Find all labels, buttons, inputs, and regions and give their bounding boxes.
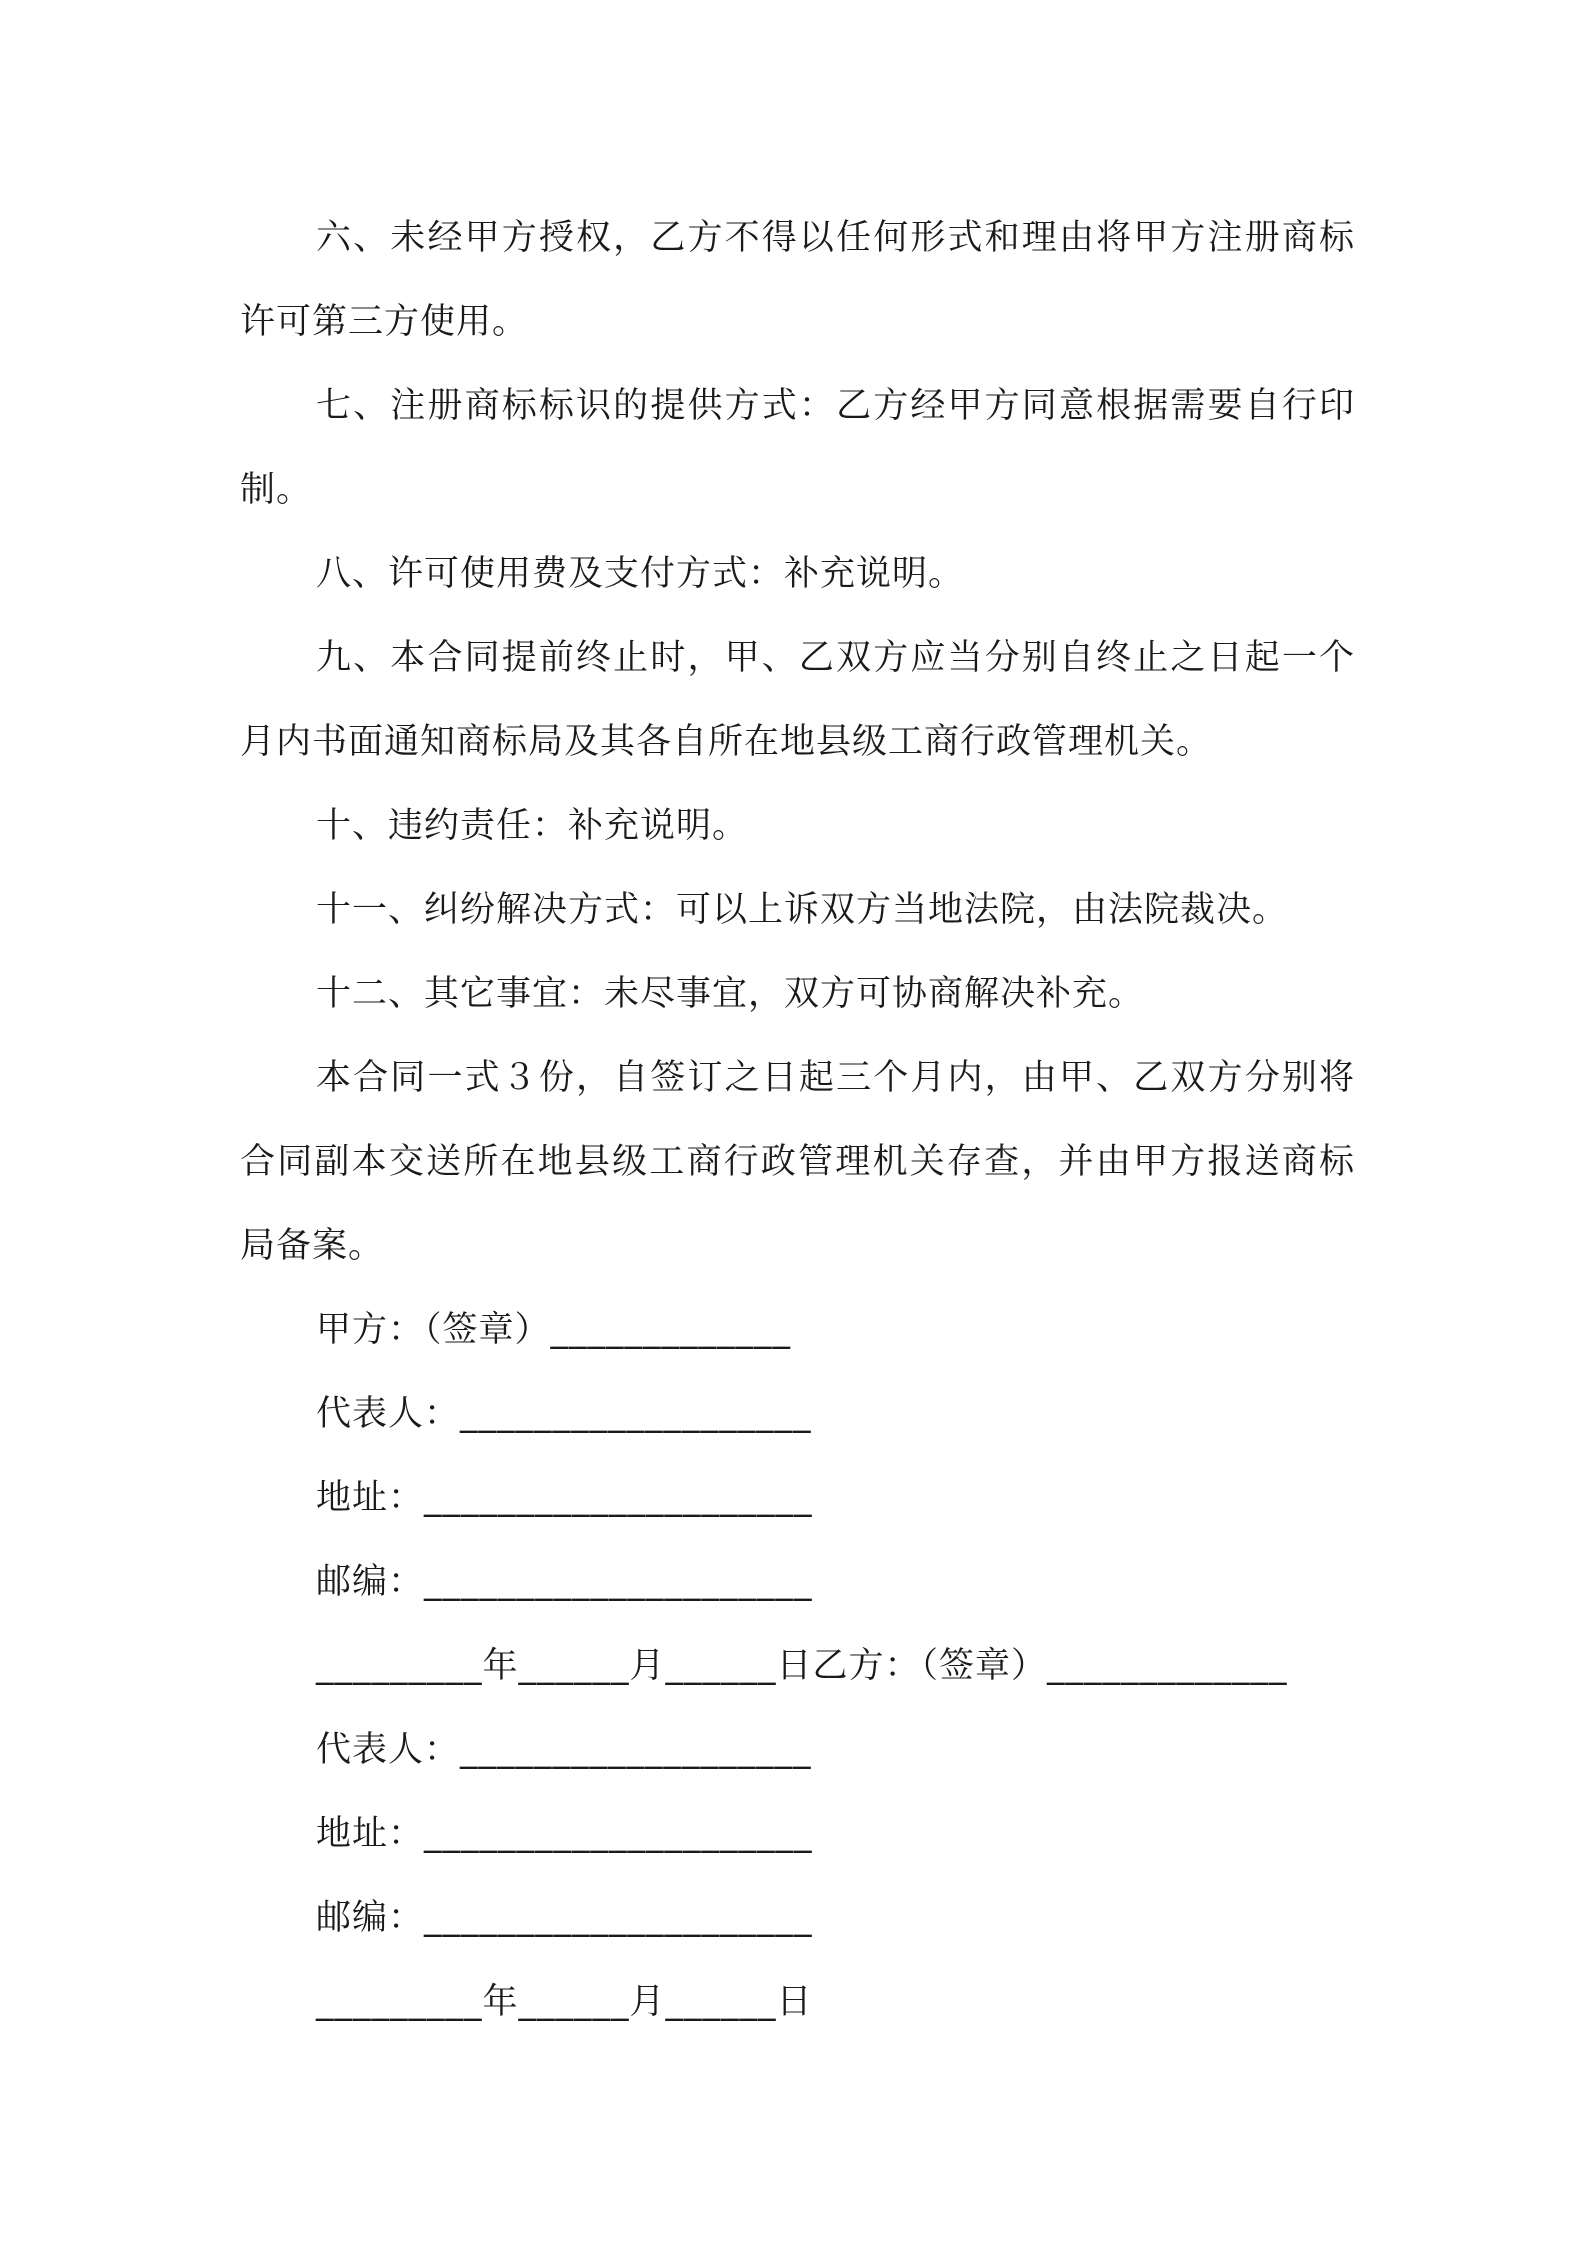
party-a-postcode: 邮编：_____________________ bbox=[316, 1562, 813, 1602]
party-b-postcode: 邮编：_____________________ bbox=[316, 1898, 813, 1938]
clause-seven: 七、注册商标标识的提供方式：乙方经甲方同意根据需要自行印制。 bbox=[240, 386, 1355, 510]
document-body bbox=[240, 196, 1355, 2044]
party-b-representative: 代表人：___________________ bbox=[316, 1730, 812, 1770]
party-a-date-party-b-signature: _________年______月______日乙方：（签章）_____________ bbox=[316, 1646, 1288, 1686]
party-a-address: 地址：_____________________ bbox=[316, 1478, 813, 1518]
clause-eleven: 十一、纠纷解决方式：可以上诉双方当地法院，由法院裁决。 bbox=[316, 890, 1289, 930]
clause-eight: 八、许可使用费及支付方式：补充说明。 bbox=[316, 554, 965, 594]
copies-clause: 本合同一式３份，自签订之日起三个月内，由甲、乙双方分别将合同副本交送所在地县级工商行政管理机关存查，并由甲方报送商标局备案。 bbox=[240, 1058, 1355, 1266]
clause-nine: 九、本合同提前终止时，甲、乙双方应当分别自终止之日起一个月内书面通知商标局及其各自所在地县级工商行政管理机关。 bbox=[240, 638, 1355, 762]
clause-six: 六、未经甲方授权，乙方不得以任何形式和理由将甲方注册商标许可第三方使用。 bbox=[240, 218, 1355, 342]
party-b-date: _________年______月______日 bbox=[316, 1982, 813, 2022]
clause-ten: 十、违约责任：补充说明。 bbox=[316, 806, 749, 846]
clause-twelve: 十二、其它事宜：未尽事宜，双方可协商解决补充。 bbox=[316, 974, 1145, 1014]
party-b-address: 地址：_____________________ bbox=[316, 1814, 813, 1854]
party-a-signature: 甲方：（签章）_____________ bbox=[316, 1310, 792, 1350]
party-a-representative: 代表人：___________________ bbox=[316, 1394, 812, 1434]
